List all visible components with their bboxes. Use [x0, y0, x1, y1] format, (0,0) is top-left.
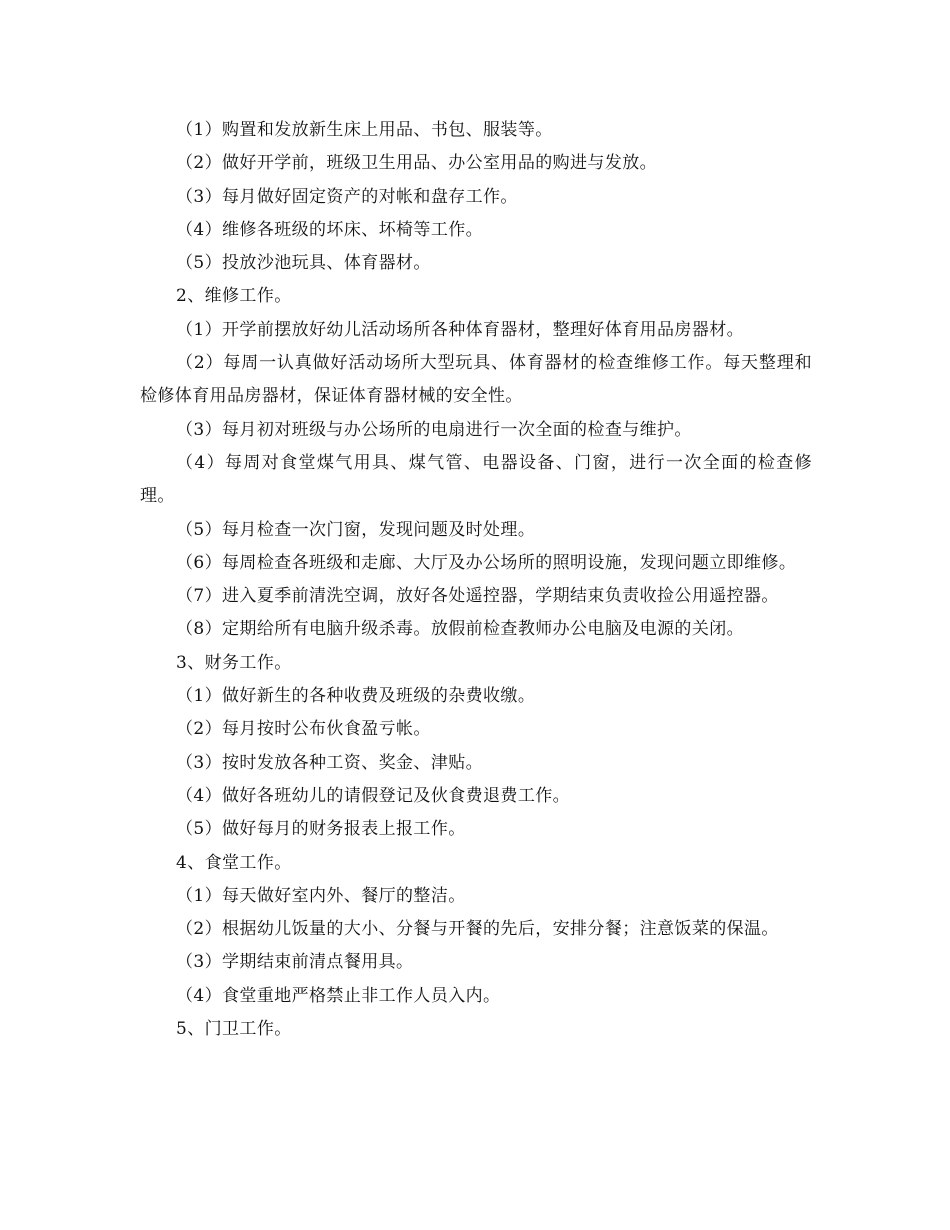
paragraph: （2）根据幼儿饭量的大小、分餐与开餐的先后，安排分餐；注意饭菜的保温。	[176, 919, 779, 940]
paragraph: （2）每月按时公布伙食盈亏帐。	[176, 719, 431, 740]
paragraph: （2）做好开学前，班级卫生用品、办公室用品的购进与发放。	[176, 153, 658, 174]
paragraph: （1）每天做好室内外、餐厅的整洁。	[176, 885, 466, 906]
paragraph: 5、门卫工作。	[176, 1019, 292, 1040]
paragraph: 3、财务工作。	[176, 652, 292, 673]
paragraph: （3）按时发放各种工资、奖金、津贴。	[176, 752, 484, 773]
paragraph: （7）进入夏季前清洗空调，放好各处遥控器，学期结束负责收捡公用遥控器。	[176, 586, 779, 607]
paragraph: （4）食堂重地严格禁止非工作人员入内。	[176, 985, 501, 1006]
paragraph: （4）做好各班幼儿的请假登记及伙食费退费工作。	[176, 785, 571, 806]
paragraph: （5）每月检查一次门窗，发现问题及时处理。	[176, 519, 536, 540]
paragraph: （5）投放沙池玩具、体育器材。	[176, 253, 431, 274]
paragraph: （3）学期结束前清点餐用具。	[176, 952, 414, 973]
paragraph: （5）做好每月的财务报表上报工作。	[176, 819, 466, 840]
paragraph: （1）开学前摆放好幼儿活动场所各种体育器材，整理好体育用品房器材。	[176, 319, 745, 340]
paragraph: （1）做好新生的各种收费及班级的杂费收缴。	[176, 686, 536, 707]
paragraph: （3）每月初对班级与办公场所的电扇进行一次全面的检查与维护。	[176, 419, 692, 440]
document-body	[140, 114, 812, 1046]
paragraph: （1）购置和发放新生床上用品、书包、服装等。	[176, 120, 553, 140]
paragraph: 4、食堂工作。	[176, 852, 292, 873]
paragraph: 2、维修工作。	[176, 286, 292, 307]
paragraph: （8）定期给所有电脑升级杀毒。放假前检查教师办公电脑及电源的关闭。	[176, 619, 745, 640]
paragraph: （6）每周检查各班级和走廊、大厅及办公场所的照明设施，发现问题立即维修。	[176, 552, 797, 573]
paragraph: （4）每周对食堂煤气用具、煤气管、电器设备、门窗，进行一次全面的检查修理。	[140, 452, 812, 507]
paragraph: （4）维修各班级的坏床、坏椅等工作。	[176, 219, 484, 240]
paragraph: （2）每周一认真做好活动场所大型玩具、体育器材的检查维修工作。每天整理和检修体育用品房器材，保证体育器材械的安全性。	[140, 353, 812, 407]
paragraph: （3）每月做好固定资产的对帐和盘存工作。	[176, 186, 518, 207]
